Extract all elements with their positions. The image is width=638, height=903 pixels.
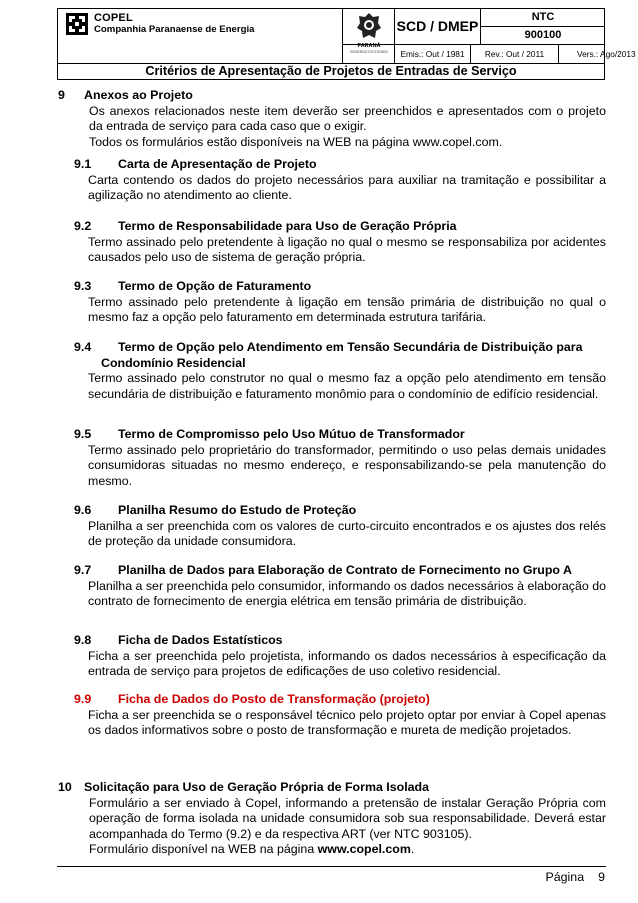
subsection-title: Termo de Opção pelo Atendimento em Tensão Secundária de Distribuição para xyxy=(118,340,583,354)
subsection-paragraph: Termo assinado pelo pretendente à ligação em tensão primária de distribuição no qual o mesmo faz a opção pelo faturamento em determinada estrutura tarifária. xyxy=(88,294,606,324)
crest-label: PARANÁ xyxy=(357,43,381,49)
subsection-title: Termo de Compromisso pelo Uso Mútuo de Transformador xyxy=(118,427,465,441)
subsection-title: Carta de Apresentação de Projeto xyxy=(118,157,317,171)
subsection-number: 9.5 xyxy=(74,427,92,441)
copel-logo-icon xyxy=(66,13,88,35)
section-number: 9 xyxy=(58,88,65,102)
subsection-9-4 xyxy=(74,340,606,402)
subsection-title-cont: Condomínio Residencial xyxy=(101,355,246,370)
subsection-9-2 xyxy=(74,219,606,266)
paragraph-text: Formulário disponível na WEB na página xyxy=(89,842,318,856)
section-paragraph: Formulário a ser enviado à Copel, informando a pretensão de instalar Geração Própria com operação de forma isolada na unidade consumidora sob sua responsabilidade. Deverá estar acompanhada do Termo (9.2) e da respectiva ART (ver NTC 903105). xyxy=(89,795,606,841)
version-row xyxy=(342,44,636,63)
section-title: Anexos ao Projeto xyxy=(84,88,193,102)
page-label: Página xyxy=(545,870,585,884)
ntc-label: NTC xyxy=(531,11,555,23)
footer-divider xyxy=(57,866,606,867)
version-date-text: Vers.: Ago/2013 xyxy=(577,49,636,59)
subsection-9-1 xyxy=(74,157,606,204)
subsection-number: 9.7 xyxy=(74,563,92,577)
copel-web-link[interactable]: www.copel.com xyxy=(317,842,411,856)
subsection-heading-highlighted xyxy=(74,692,606,708)
company-logo-cell xyxy=(58,9,342,63)
subsection-paragraph: Termo assinado pelo proprietário do transformador, permitindo o uso pelas demais unidades consumidoras situadas no mesmo endereço, e responsabilizando-se pela manutenção do mesmo. xyxy=(88,442,606,488)
subsection-9-6 xyxy=(74,503,606,550)
subsection-heading xyxy=(74,340,606,371)
section-paragraph xyxy=(58,842,606,858)
subsection-heading xyxy=(74,427,606,443)
section-paragraph: Todos os formulários estão disponíveis na WEB na página www.copel.com. xyxy=(89,134,503,149)
section-heading xyxy=(58,780,606,796)
parana-crest-icon xyxy=(355,11,383,41)
subsection-heading xyxy=(74,279,606,295)
subsection-9-5 xyxy=(74,427,606,489)
document-header xyxy=(57,8,636,64)
subsection-number: 9.3 xyxy=(74,279,92,293)
subsection-heading xyxy=(74,157,606,173)
section-10 xyxy=(58,780,606,858)
subsection-number: 9.8 xyxy=(74,633,92,647)
subsection-9-7 xyxy=(74,563,606,610)
subsection-9-9 xyxy=(74,692,606,739)
subsection-paragraph: Ficha a ser preenchida se o responsável técnico pelo projeto optar por enviar à Copel apenas os dados informativos sobre o posto de transformação e mureta de medição projetados. xyxy=(88,707,606,737)
subsection-heading xyxy=(74,633,606,649)
revision-date: Rev.: Out / 2011 xyxy=(470,45,558,64)
section-number: 10 xyxy=(58,780,72,794)
subsection-heading xyxy=(74,503,606,519)
subsection-paragraph: Carta contendo os dados do projeto necessários para auxiliar na tramitação e possibilitar a agilização no atendimento ao cliente. xyxy=(88,172,606,202)
ntc-number: 900100 xyxy=(481,26,605,43)
version-date xyxy=(558,45,636,64)
subsection-heading xyxy=(74,219,606,235)
subsection-paragraph: Planilha a ser preenchida com os valores de curto-circuito encontrados e os ajustes dos relés de proteção da unidade consumidora. xyxy=(88,518,606,548)
section-paragraph: Os anexos relacionados neste item deverão ser preenchidos e apresentados com o projeto da entrada de serviço para cada caso que o exigir. xyxy=(89,103,606,133)
company-full-name: Companhia Paranaense de Energia xyxy=(94,24,255,35)
subsection-paragraph: Ficha a ser preenchida pelo projetista, informando os dados necessários à especificação da entrada de serviço para projetos de edificações de uso coletivo residencial. xyxy=(88,648,606,678)
subsection-paragraph: Planilha a ser preenchida pelo consumidor, informando os dados necessários à elaboração do contrato de fornecimento de energia elétrica em tensão primária de distribuição. xyxy=(88,578,606,608)
section-heading xyxy=(58,88,606,104)
paragraph-text: . xyxy=(410,842,415,856)
section-title: Solicitação para Uso de Geração Própria de Forma Isolada xyxy=(84,780,429,794)
subsection-title: Planilha de Dados para Elaboração de Contrato de Fornecimento no Grupo A xyxy=(118,563,572,577)
subsection-number: 9.1 xyxy=(74,157,92,171)
subsection-9-3 xyxy=(74,279,606,326)
subsection-paragraph: Termo assinado pelo construtor no qual o mesmo faz a opção pelo atendimento em tensão secundária de distribuição e faturamento monômio para o condomínio de edifício residencial. xyxy=(88,371,606,401)
subsection-title: Ficha de Dados Estatísticos xyxy=(118,633,283,647)
subsection-number: 9.9 xyxy=(74,692,92,706)
page-footer xyxy=(0,870,605,886)
subsection-title: Ficha de Dados do Posto de Transformação (projeto) xyxy=(118,692,430,706)
subsection-title: Termo de Opção de Faturamento xyxy=(118,279,312,293)
emission-date: Emis.: Out / 1981 xyxy=(394,45,470,64)
subsection-title: Termo de Responsabilidade para Uso de Geração Própria xyxy=(118,219,457,233)
crest-sublabel: GOVERNO DO ESTADO xyxy=(350,50,388,54)
document-title: Critérios de Apresentação de Projetos de Entradas de Serviço xyxy=(57,64,605,80)
page-number: 9 xyxy=(598,870,605,884)
section-9 xyxy=(58,88,606,150)
company-short-name: COPEL xyxy=(94,12,133,24)
subsection-9-8 xyxy=(74,633,606,680)
ntc-cell xyxy=(480,9,604,44)
subsection-number: 9.6 xyxy=(74,503,92,517)
subsection-number: 9.4 xyxy=(74,340,92,354)
doc-type: SCD / DMEP xyxy=(394,9,480,44)
subsection-number: 9.2 xyxy=(74,219,92,233)
subsection-title: Planilha Resumo do Estudo de Proteção xyxy=(118,503,357,517)
subsection-heading xyxy=(74,563,606,579)
subsection-paragraph: Termo assinado pelo pretendente à ligação no qual o mesmo se responsabiliza por acidentes causados pelo uso de sistema de geração própria. xyxy=(88,234,606,264)
